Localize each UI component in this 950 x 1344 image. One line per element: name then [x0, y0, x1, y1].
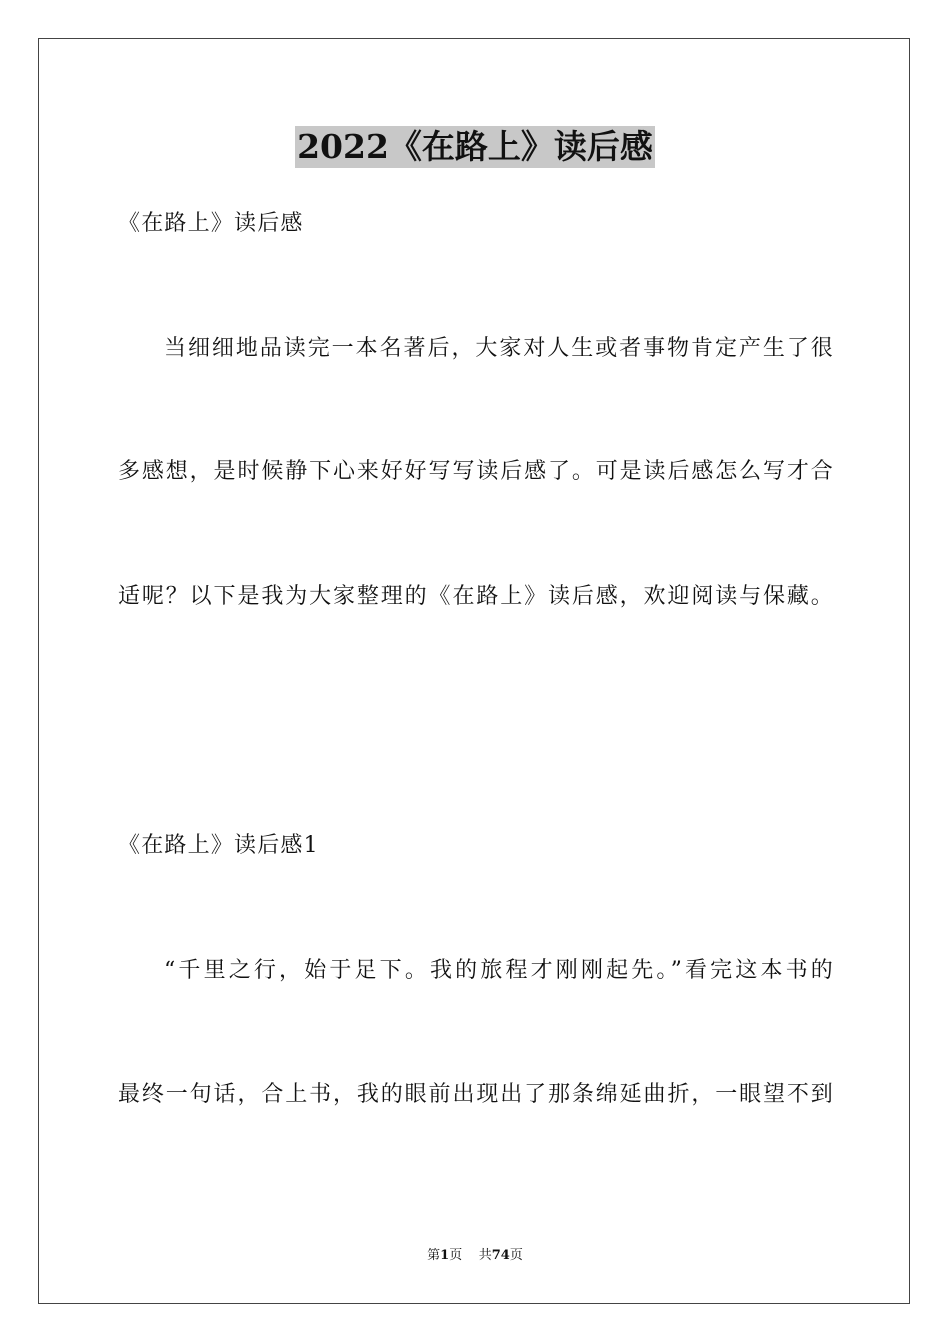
title-container	[0, 126, 950, 168]
document-title: 2022《在路上》读后感	[297, 127, 653, 166]
section-line-2: 最终一句话，合上书，我的眼前出现出了那条绵延曲折，一眼望不到	[118, 1082, 834, 1107]
page-footer	[0, 1247, 950, 1265]
section-heading: 《在路上》读后感1	[118, 833, 319, 858]
footer-page-suffix: 页	[449, 1248, 463, 1263]
footer-total-prefix: 共	[478, 1248, 492, 1263]
intro-line-1: 当细细地品读完一本名著后，大家对人生或者事物肯定产生了很	[164, 336, 834, 361]
intro-line-3: 适呢？以下是我为大家整理的《在路上》读后感，欢迎阅读与保藏。	[118, 584, 834, 609]
footer-page-prefix: 第	[427, 1248, 441, 1263]
document-subtitle: 《在路上》读后感	[118, 211, 304, 236]
footer-total-pages: 74	[491, 1248, 510, 1263]
footer-page-number: 1	[440, 1248, 450, 1263]
intro-line-2: 多感想，是时候静下心来好好写写读后感了。可是读后感怎么写才合	[118, 459, 834, 484]
section-line-1: “千里之行，始于足下。我的旅程才刚刚起先。”看完这本书的	[164, 958, 834, 983]
footer-total-suffix: 页	[509, 1248, 523, 1263]
